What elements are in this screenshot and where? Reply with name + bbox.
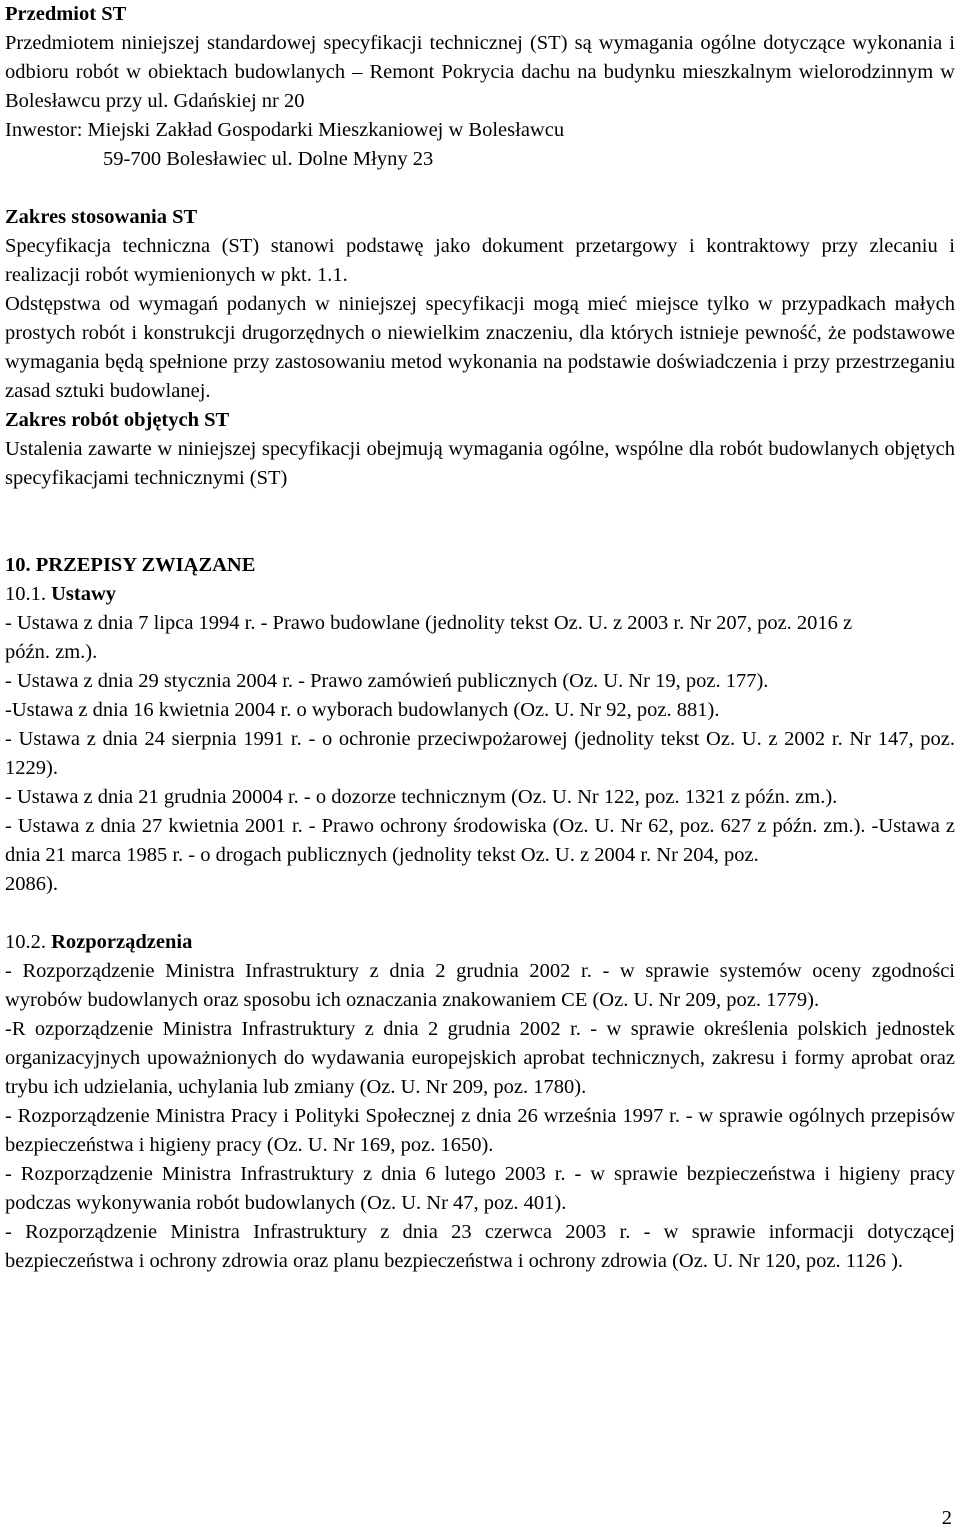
list-item: - Rozporządzenie Ministra Pracy i Polityki Społecznej z dnia 26 września 1997 r. - w sprawie ogólnych przepisów bezpieczeństwa i higieny pracy (Oz. U. Nr 169, poz. 1650). — [5, 1105, 955, 1156]
investor-address: 59-700 Bolesławiec ul. Dolne Młyny 23 — [103, 148, 434, 170]
subheading-ustawy — [5, 580, 955, 609]
list-item: - Rozporządzenie Ministra Infrastruktury z dnia 2 grudnia 2002 r. - w sprawie systemów oceny zgodności wyrobów budowlanych oraz sposobu ich oznaczania znakowaniem CE (Oz. U. Nr 209, poz. 1779). — [5, 960, 955, 1011]
section-heading-zakres-robot: Zakres robót objętych ST — [5, 409, 230, 431]
list-item: 2086). — [5, 873, 58, 895]
paragraph-zakres-robot: Ustalenia zawarte w niniejszej specyfikacji obejmują wymagania ogólne, wspólne dla robót budowlanych objętych specyfikacjami technicznymi (ST) — [5, 438, 955, 489]
list-item: -Ustawa z dnia 16 kwietnia 2004 r. o wyborach budowlanych (Oz. U. Nr 92, poz. 881). — [5, 699, 720, 721]
list-item: - Ustawa z dnia 27 kwietnia 2001 r. - Prawo ochrony środowiska (Oz. U. Nr 62, poz. 627 z późn. zm.). -Ustawa z dnia 21 marca 1985 r. - o drogach publicznych (jednolity tekst Oz. U. z 2004 r. Nr 204, poz. — [5, 815, 955, 866]
paragraph-zakres: Specyfikacja techniczna (ST) stanowi podstawę jako dokument przetargowy i kontraktowy przy zlecaniu i realizacji robót wymienionych w pkt. 1.1. — [5, 235, 955, 286]
ustawy-list — [5, 609, 955, 899]
list-item: -R ozporządzenie Ministra Infrastruktury z dnia 2 grudnia 2002 r. - w sprawie określenia polskich jednostek organizacyjnych upoważnionych do wydawania europejskich aprobat technicznych, zakresu i formy aprobat oraz trybu ich udzielania, uchylania lub zmiany (Oz. U. Nr 209, poz. 1780). — [5, 1018, 955, 1098]
list-item: - Ustawa z dnia 24 sierpnia 1991 r. - o ochronie przeciwpożarowej (jednolity tekst Oz. U. z 2002 r. Nr 147, poz. 1229). — [5, 728, 955, 779]
subheading-rozporzadzenia-title: Rozporządzenia — [51, 931, 193, 953]
list-item: późn. zm.). — [5, 641, 98, 663]
document-page — [5, 0, 955, 1276]
list-item: - Ustawa z dnia 29 stycznia 2004 r. - Prawo zamówień publicznych (Oz. U. Nr 19, poz. 177). — [5, 670, 769, 692]
list-item: - Rozporządzenie Ministra Infrastruktury z dnia 23 czerwca 2003 r. - w sprawie informacji dotyczącej bezpieczeństwa i ochrony zdrowia oraz planu bezpieczeństwa i ochrony zdrowia (Oz. U. Nr 120, poz. 1126 ). — [5, 1221, 955, 1272]
subheading-rozporzadzenia-number: 10.2. — [5, 931, 46, 953]
list-item: - Rozporządzenie Ministra Infrastruktury z dnia 6 lutego 2003 r. - w sprawie bezpieczeństwa i higieny pracy podczas wykonywania robót budowlanych (Oz. U. Nr 47, poz. 401). — [5, 1163, 955, 1214]
subheading-rozporzadzenia — [5, 928, 955, 957]
list-item: - Ustawa z dnia 21 grudnia 20004 r. - o dozorze technicznym (Oz. U. Nr 122, poz. 1321 z późn. zm.). — [5, 786, 838, 808]
investor-line: Inwestor: Miejski Zakład Gospodarki Mieszkaniowej w Bolesławcu — [5, 119, 565, 141]
paragraph-przedmiot: Przedmiotem niniejszej standardowej specyfikacji technicznej (ST) są wymagania ogólne dotyczące wykonania i odbioru robót w obiektach budowlanych – Remont Pokrycia dachu na budynku mieszkalnym wielorodzinnym w Bolesławcu przy ul. Gdańskiej nr 20 — [5, 32, 955, 112]
rozporzadzenia-list — [5, 957, 955, 1276]
section-heading-przepisy: 10. PRZEPISY ZWIĄZANE — [5, 554, 256, 576]
section-heading-zakres: Zakres stosowania ST — [5, 206, 198, 228]
list-item: - Ustawa z dnia 7 lipca 1994 r. - Prawo budowlane (jednolity tekst Oz. U. z 2003 r. Nr 207, poz. 2016 z — [5, 612, 853, 634]
subheading-ustawy-title: Ustawy — [51, 583, 117, 605]
page-number: 2 — [941, 1507, 952, 1529]
section-heading-przedmiot: Przedmiot ST — [5, 3, 127, 25]
subheading-ustawy-number: 10.1. — [5, 583, 46, 605]
paragraph-odstepstwa: Odstępstwa od wymagań podanych w niniejszej specyfikacji mogą mieć miejsce tylko w przypadkach małych prostych robót i konstrukcji drugorzędnych o niewielkim znaczeniu, dla których istnieje pewność, że podstawowe wymagania będą spełnione przy zastosowaniu metod wykonania na podstawie doświadczenia i przy przestrzeganiu zasad sztuki budowlanej. — [5, 293, 955, 402]
